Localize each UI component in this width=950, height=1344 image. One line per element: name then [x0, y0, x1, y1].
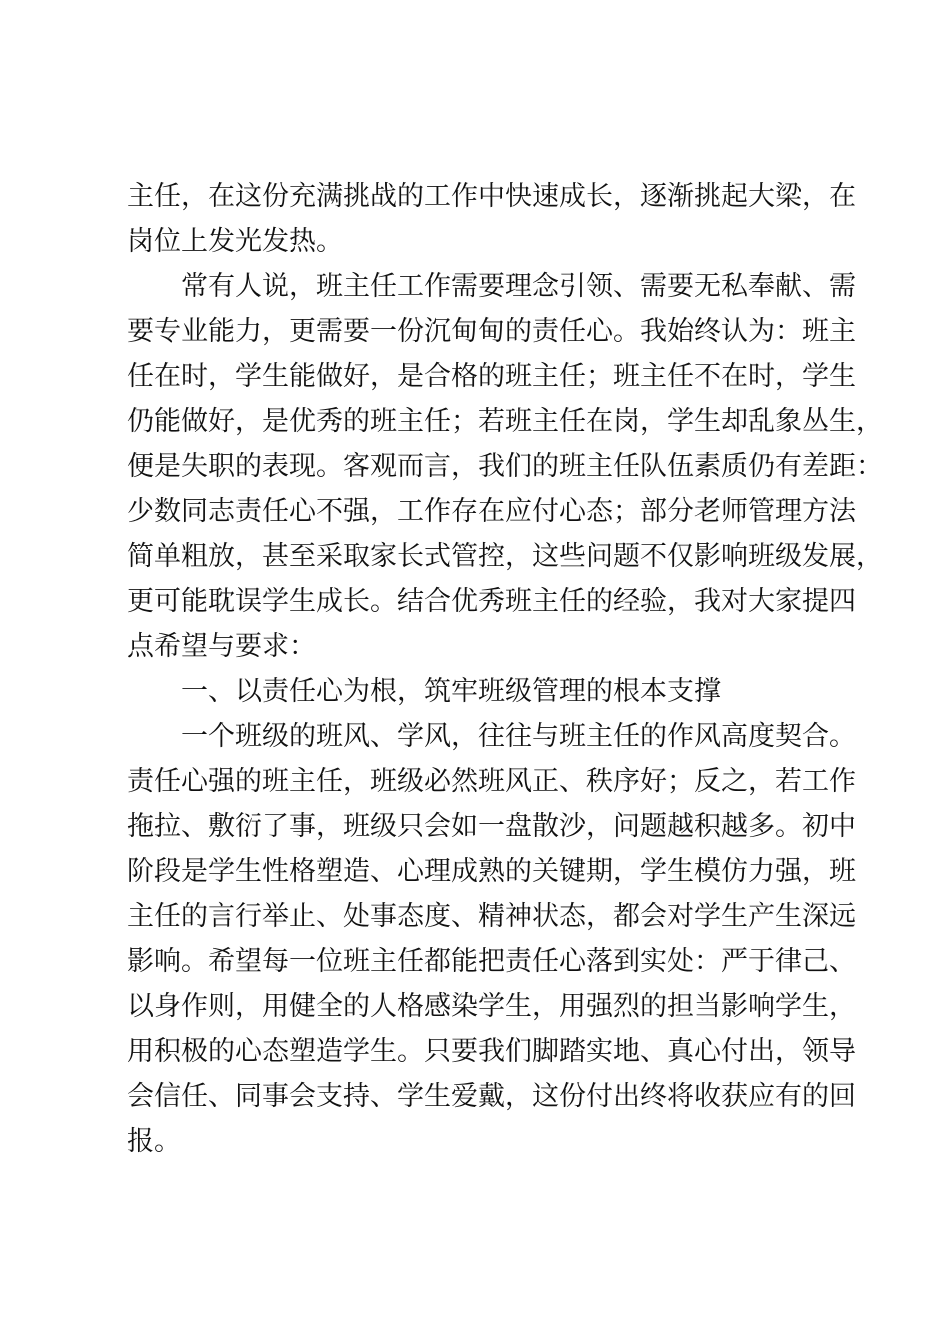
text-line: 拖拉、敷衍了事，班级只会如一盘散沙，问题越积越多。初中	[127, 811, 856, 842]
text-line: 便是失职的表现。客观而言，我们的班主任队伍素质仍有差距：	[127, 451, 883, 482]
paragraph-section-1	[127, 714, 856, 1164]
text-line: 责任心强的班主任，班级必然班风正、秩序好；反之，若工作	[127, 766, 856, 797]
section-heading: 一、以责任心为根，筑牢班级管理的根本支撑	[181, 676, 721, 707]
text-line: 以身作则，用健全的人格感染学生，用强烈的担当影响学生，	[127, 991, 856, 1022]
text-line: 仍能做好，是优秀的班主任；若班主任在岗，学生却乱象丛生，	[127, 406, 883, 437]
text-line: 主任，在这份充满挑战的工作中快速成长，逐渐挑起大梁，在	[127, 181, 856, 212]
text-line: 报。	[127, 1126, 181, 1157]
text-line: 影响。希望每一位班主任都能把责任心落到实处：严于律己、	[127, 946, 856, 977]
text-line: 用积极的心态塑造学生。只要我们脚踏实地、真心付出，领导	[127, 1036, 856, 1067]
text-line: 少数同志责任心不强，工作存在应付心态；部分老师管理方法	[127, 496, 856, 527]
paragraph-responsibility-intro	[127, 264, 883, 669]
text-line: 要专业能力，更需要一份沉甸甸的责任心。我始终认为：班主	[127, 316, 856, 347]
text-line: 主任的言行举止、处事态度、精神状态，都会对学生产生深远	[127, 901, 856, 932]
text-line: 简单粗放，甚至采取家长式管控，这些问题不仅影响班级发展，	[127, 541, 883, 572]
text-line: 任在时，学生能做好，是合格的班主任；班主任不在时，学生	[127, 361, 856, 392]
text-line: 更可能耽误学生成长。结合优秀班主任的经验，我对大家提四	[127, 586, 856, 617]
paragraph-continuation	[127, 174, 856, 264]
text-line: 阶段是学生性格塑造、心理成熟的关键期，学生模仿力强，班	[127, 856, 856, 887]
text-line: 会信任、同事会支持、学生爱戴，这份付出终将收获应有的回	[127, 1081, 856, 1112]
text-line: 常有人说，班主任工作需要理念引领、需要无私奉献、需	[181, 271, 856, 302]
text-line: 岗位上发光发热。	[127, 226, 343, 257]
text-line: 一个班级的班风、学风，往往与班主任的作风高度契合。	[181, 721, 856, 752]
document-body	[127, 174, 883, 1164]
text-line: 点希望与要求：	[127, 631, 316, 662]
